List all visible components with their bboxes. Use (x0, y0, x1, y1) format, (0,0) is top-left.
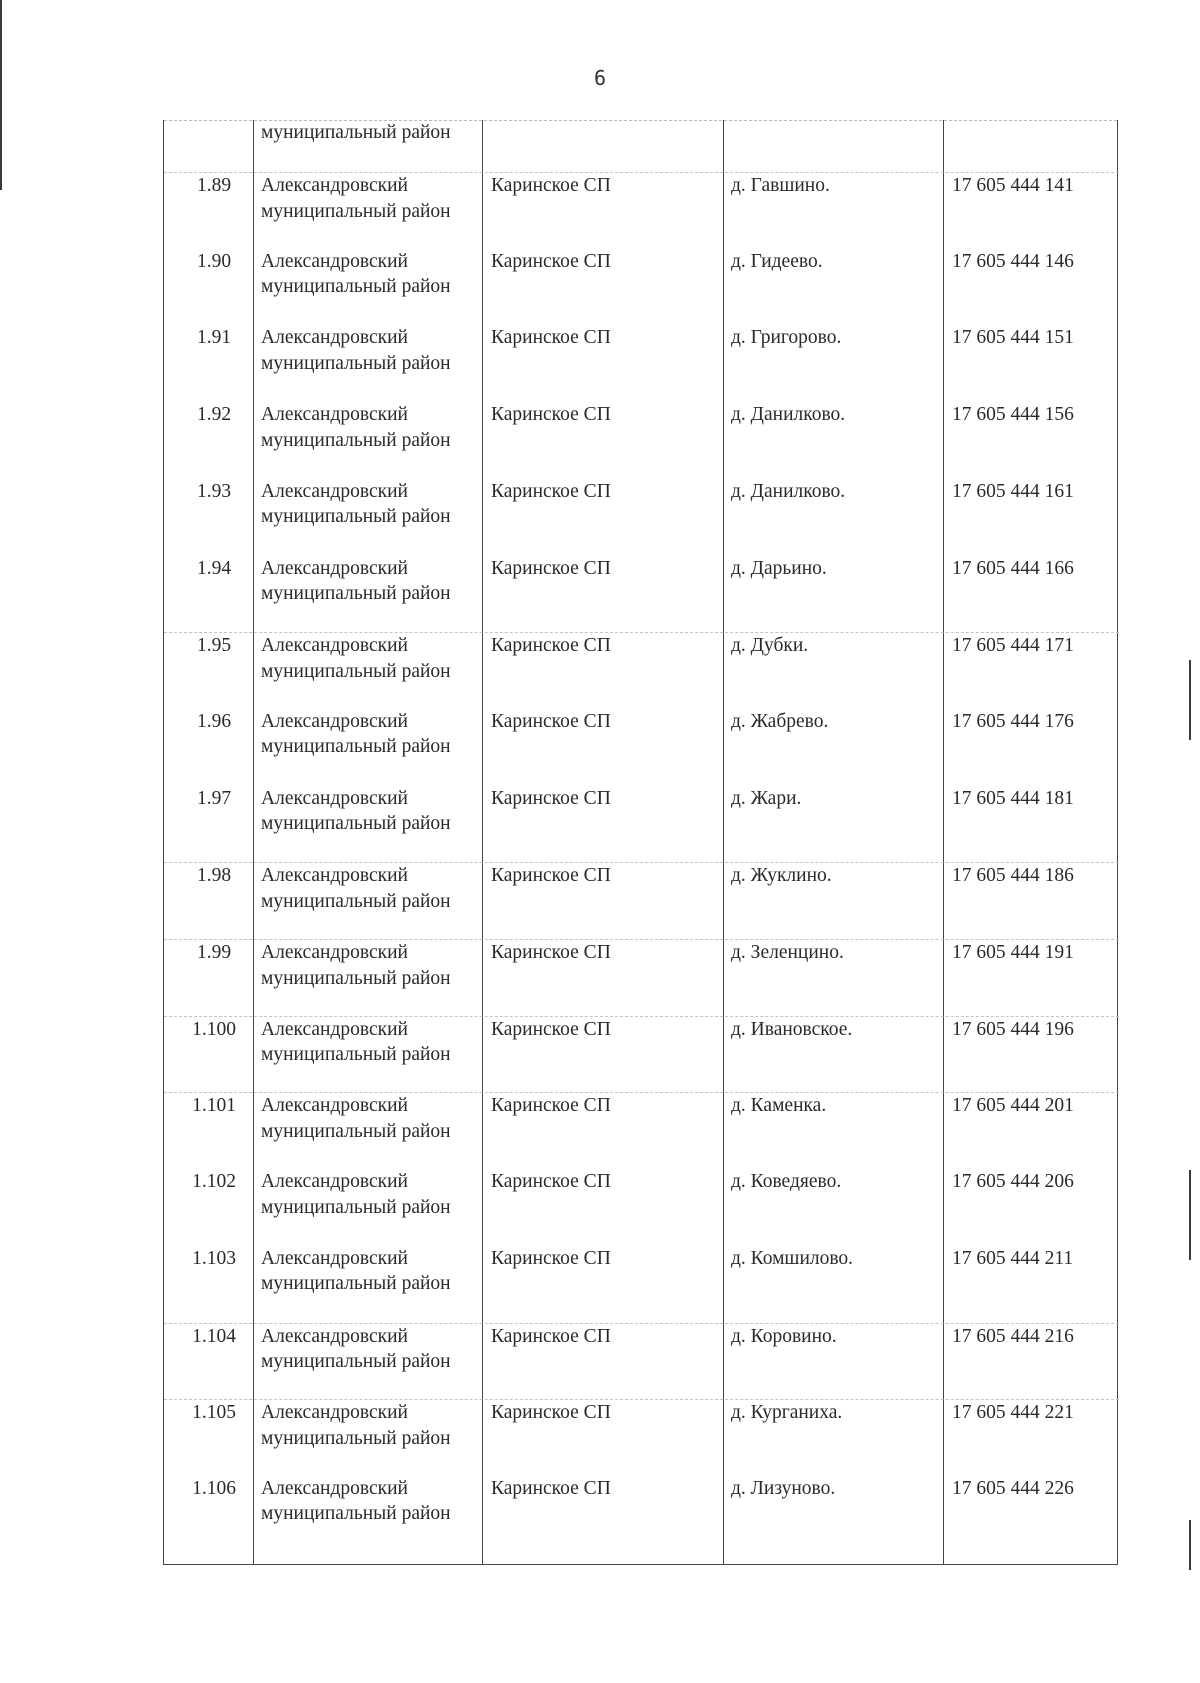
village-cell: д. Курганиха. (731, 1402, 843, 1424)
village-cell: д. Коровино. (731, 1325, 837, 1347)
district-cell: Александровский муниципальный район (261, 1247, 451, 1295)
oktmo-code-cell: 17 605 444 181 (952, 787, 1074, 809)
settlement-cell: Каринское СП (491, 1325, 611, 1347)
oktmo-code-cell: 17 605 444 151 (952, 327, 1074, 349)
table-row (164, 862, 1119, 940)
village-cell: д. Гидеево. (731, 250, 823, 272)
settlement-cell: Каринское СП (491, 1247, 611, 1269)
oktmo-code-cell: 17 605 444 161 (952, 480, 1074, 502)
district-cell: Александровский муниципальный район (261, 1477, 451, 1525)
district-cell: Александровский муниципальный район (261, 1402, 451, 1449)
oktmo-code-cell: 17 605 444 156 (952, 404, 1074, 426)
table-row (164, 1016, 1119, 1094)
row-number-cell: 1.97 (196, 787, 232, 809)
settlement-cell: Каринское СП (491, 1095, 611, 1117)
oktmo-code-cell: 17 605 444 191 (952, 942, 1074, 963)
district-cell: Александровский муниципальный район (261, 480, 451, 528)
oktmo-code-cell: 17 605 444 176 (952, 710, 1074, 732)
table-row (164, 556, 1119, 633)
settlement-cell: Каринское СП (491, 1171, 611, 1193)
settlement-cell: Каринское СП (491, 635, 611, 657)
settlement-cell: Каринское СП (491, 787, 611, 809)
village-cell: д. Григорово. (731, 327, 842, 349)
row-number-cell: 1.90 (196, 250, 232, 272)
row-number-cell: 1.99 (196, 942, 232, 963)
settlement-cell: Каринское СП (491, 942, 611, 963)
district-cell: Александровский муниципальный район (261, 710, 451, 758)
scan-edge-mark (1189, 660, 1191, 740)
district-cell: Александровский муниципальный район (261, 250, 451, 298)
district-cell: Александровский муниципальный район (261, 635, 451, 682)
table-row (164, 1323, 1119, 1401)
page-number: 6 (593, 66, 607, 90)
settlement-cell: Каринское СП (491, 710, 611, 732)
oktmo-code-cell: 17 605 444 221 (952, 1402, 1074, 1424)
oktmo-code-cell: 17 605 444 226 (952, 1477, 1074, 1499)
district-cell: Александровский муниципальный район (261, 404, 451, 451)
settlement-cell: Каринское СП (491, 1402, 611, 1424)
row-number-cell: 1.101 (192, 1095, 236, 1117)
row-number-cell: 1.93 (196, 480, 232, 502)
settlement-cell: Каринское СП (491, 250, 611, 272)
settlement-cell: Каринское СП (491, 480, 611, 502)
village-cell: д. Жабрево. (731, 710, 829, 732)
table-row (164, 939, 1119, 1017)
row-number-cell: 1.102 (192, 1171, 236, 1193)
table-row (164, 1092, 1119, 1170)
district-cell: Александровский муниципальный район (261, 787, 451, 835)
district-cell: Александровский муниципальный район (261, 865, 451, 912)
row-number-cell: 1.106 (192, 1477, 236, 1499)
oktmo-code-cell: 17 605 444 171 (952, 635, 1074, 657)
row-number-cell: 1.91 (196, 327, 232, 349)
village-cell: д. Дарьино. (731, 557, 827, 579)
district-cell: Александровский муниципальный район (261, 327, 451, 374)
row-number-cell: 1.89 (196, 175, 232, 196)
scan-edge-mark (1189, 1170, 1191, 1260)
scan-edge-mark (0, 0, 2, 190)
row-number-cell: 1.104 (192, 1325, 236, 1347)
table-row (164, 172, 1119, 250)
village-cell: д. Гавшино. (731, 175, 830, 196)
settlements-table (163, 120, 1118, 1565)
table-row (164, 1246, 1119, 1323)
row-number-cell: 1.100 (192, 1018, 236, 1040)
table-row (164, 786, 1119, 863)
row-number-cell: 1.92 (196, 404, 232, 426)
table-row (164, 325, 1119, 402)
village-cell: д. Зеленцино. (731, 942, 844, 963)
village-cell: д. Данилково. (731, 404, 846, 426)
row-number-cell: 1.98 (196, 865, 232, 887)
village-cell: д. Коведяево. (731, 1171, 842, 1193)
settlement-cell: Каринское СП (491, 557, 611, 579)
settlement-cell: Каринское СП (491, 175, 611, 196)
table-row (164, 1399, 1119, 1477)
district-cell: Александровский муниципальный район (261, 1171, 451, 1218)
settlement-cell: Каринское СП (491, 404, 611, 426)
row-number-cell: 1.94 (196, 557, 232, 579)
scan-edge-mark (1189, 1520, 1191, 1570)
settlement-cell: Каринское СП (491, 865, 611, 887)
settlement-cell: Каринское СП (491, 1018, 611, 1040)
village-cell: д. Дубки. (731, 635, 809, 657)
village-cell: д. Лизуново. (731, 1477, 836, 1499)
table-row (164, 709, 1119, 786)
village-cell: д. Ивановское. (731, 1018, 853, 1040)
district-cell: Александровский муниципальный район (261, 175, 451, 222)
village-cell: д. Каменка. (731, 1095, 827, 1117)
village-cell: д. Жари. (731, 787, 802, 809)
oktmo-code-cell: 17 605 444 141 (952, 175, 1074, 196)
district-cell: муниципальный район (261, 122, 451, 143)
district-cell: Александровский муниципальный район (261, 1018, 451, 1066)
row-number-cell: 1.103 (192, 1247, 236, 1269)
district-cell: Александровский муниципальный район (261, 1325, 451, 1372)
oktmo-code-cell: 17 605 444 196 (952, 1018, 1074, 1040)
oktmo-code-cell: 17 605 444 186 (952, 865, 1074, 887)
oktmo-code-cell: 17 605 444 166 (952, 557, 1074, 579)
oktmo-code-cell: 17 605 444 201 (952, 1095, 1074, 1117)
row-number-cell: 1.96 (196, 710, 232, 732)
settlement-cell: Каринское СП (491, 1477, 611, 1499)
oktmo-code-cell: 17 605 444 211 (952, 1247, 1074, 1269)
table-row (164, 249, 1119, 326)
village-cell: д. Комшилово. (731, 1247, 854, 1269)
district-cell: Александровский муниципальный район (261, 942, 451, 989)
row-number-cell: 1.95 (196, 635, 232, 657)
row-number-cell: 1.105 (192, 1402, 236, 1424)
village-cell: д. Данилково. (731, 480, 846, 502)
table-row (164, 1169, 1119, 1246)
oktmo-code-cell: 17 605 444 146 (952, 250, 1074, 272)
oktmo-code-cell: 17 605 444 216 (952, 1325, 1074, 1347)
table-row (164, 1476, 1119, 1553)
table-row (164, 632, 1119, 710)
table-row (164, 479, 1119, 556)
district-cell: Александровский муниципальный район (261, 557, 451, 604)
village-cell: д. Жуклино. (731, 865, 832, 887)
oktmo-code-cell: 17 605 444 206 (952, 1171, 1074, 1193)
table-row (164, 402, 1119, 479)
settlement-cell: Каринское СП (491, 327, 611, 349)
district-cell: Александровский муниципальный район (261, 1095, 451, 1142)
